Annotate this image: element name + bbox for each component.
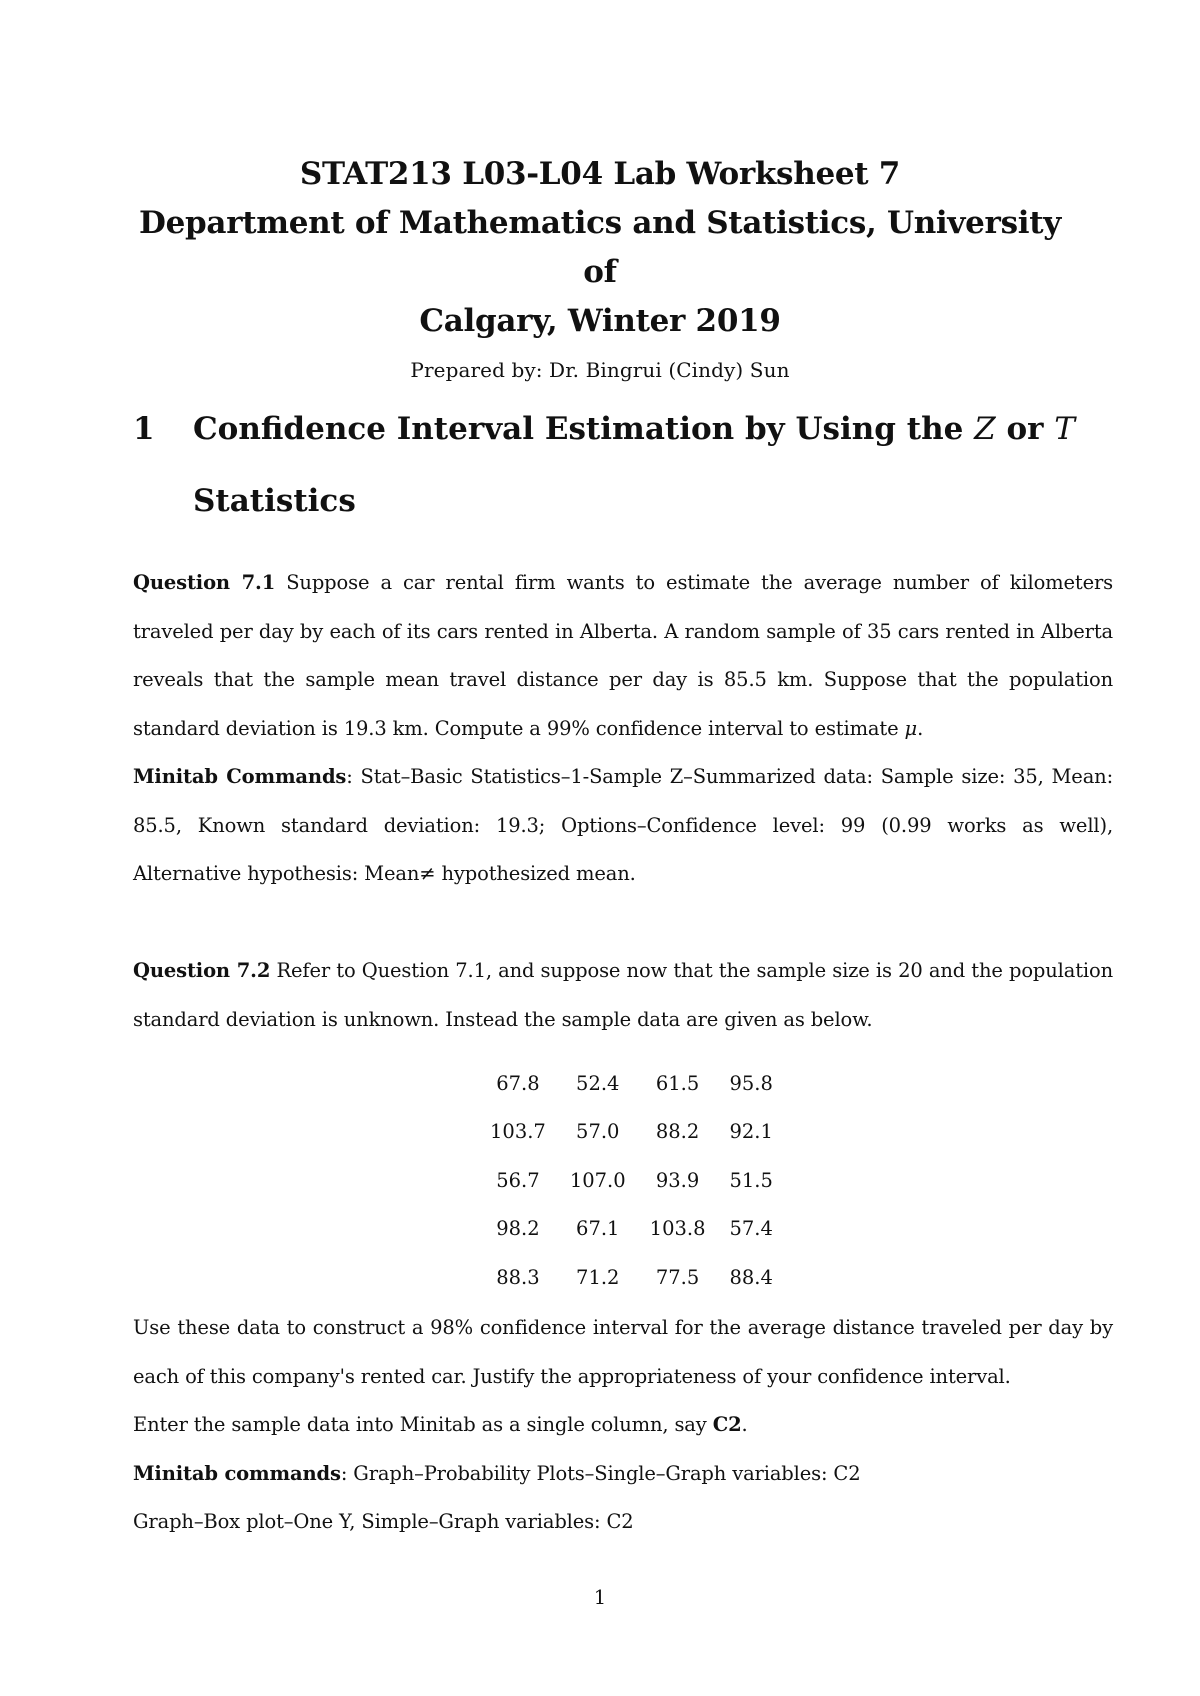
title-line-2: Department of Mathematics and Statistics, University of [139,205,1061,290]
section-title-t: T [1054,411,1075,447]
table-row [478,1059,785,1108]
section-title-or: or [995,411,1055,447]
table-cell: 57.4 [729,1217,773,1241]
enter-data-text [133,1401,1113,1450]
table-cell: 51.5 [729,1168,773,1192]
table-row [478,1253,785,1302]
sample-data-table [478,1059,785,1302]
table-cell: 103.8 [649,1217,706,1241]
table-cell: 93.9 [655,1168,700,1192]
table-row [478,1108,785,1157]
construct-interval-text: Use these data to construct a 98% confidence interval for the average distance traveled per day by each of this company's rented car. Justify the appropriateness of your confidence interval. [133,1316,1113,1388]
table-row [478,1156,785,1205]
enter-data-suffix: . [741,1413,748,1436]
column-name: C2 [712,1413,742,1436]
boxplot-command-text: Graph–Box plot–One Y, Simple–Graph variables: C2 [133,1510,634,1533]
section-title-part1: Confidence Interval Estimation by Using the [193,411,975,447]
question-7-1-text: Suppose a car rental firm wants to estimate the average number of kilometers traveled per day by each of its cars rented in Alberta. A random sample of 35 cars rented in Alberta reveals that the sample mean travel distance per day is 85.5 km. Suppose that the population standard deviation is 19.3 km. Compute a 99% confidence interval to estimate [133,571,1114,740]
table-row [478,1205,785,1254]
mu-symbol: μ [904,716,918,740]
section-title [193,393,1113,537]
table-cell: 107.0 [569,1168,626,1192]
minitab-commands-label: Minitab Commands [133,765,347,788]
table-cell: 67.1 [576,1217,620,1241]
title-line-1: STAT213 L03-L04 Lab Worksheet 7 [299,156,901,192]
enter-data-prefix: Enter the sample data into Minitab as a single column, say [133,1413,713,1436]
question-7-2-paragraph [133,947,1113,1044]
title-line-3: Calgary, Winter 2019 [419,303,781,339]
table-cell: 88.4 [729,1265,773,1289]
question-7-2 [133,947,1113,1044]
section-title-z: Z [974,411,996,447]
table-cell: 52.4 [576,1071,620,1095]
table-cell: 61.5 [655,1071,700,1095]
question-7-1-paragraph [133,559,1113,753]
table-cell: 95.8 [729,1071,773,1095]
minitab-commands-7-2-label: Minitab commands [133,1461,341,1485]
minitab-commands-7-2-text: : Graph–Probability Plots–Single–Graph variables: C2 [340,1461,861,1485]
table-cell: 77.5 [655,1265,700,1289]
question-7-2-text: Refer to Question 7.1, and suppose now that the sample size is 20 and the population standard deviation is unknown. Instead the sample data are given as below. [133,959,1114,1031]
table-cell: 103.7 [490,1120,546,1144]
table-cell: 56.7 [496,1168,540,1192]
table-cell: 57.0 [576,1120,620,1144]
section-title-part2: Statistics [193,483,356,519]
minitab-commands-7-1 [133,753,1113,899]
table-cell: 67.8 [496,1071,540,1095]
question-7-2-label: Question 7.2 [133,959,271,982]
title-block [120,150,1080,382]
question-7-2-instructions [133,1304,1113,1547]
section-number: 1 [133,411,155,447]
question-7-1-end: . [917,716,924,740]
minitab-commands-text: : Stat–Basic Statistics–1-Sample Z–Summarized data: Sample size: 35, Mean: 85.5, Known standard deviation: 19.3; Options–Confidence level: 99 (0.99 works as well), Alternative hypothesis: Mean≠ hypothesized mean. [133,765,1114,885]
minitab-commands-7-2 [133,1450,1113,1499]
table-cell: 71.2 [576,1265,620,1289]
question-7-1-label: Question 7.1 [133,571,276,594]
author-line: Prepared by: Dr. Bingrui (Cindy) Sun [410,358,790,382]
page-number: 1 [593,1586,607,1609]
table-cell: 92.1 [729,1120,773,1144]
table-cell: 98.2 [496,1217,540,1241]
table-cell: 88.3 [496,1265,540,1289]
table-cell: 88.2 [655,1120,700,1144]
question-7-1 [133,559,1113,899]
